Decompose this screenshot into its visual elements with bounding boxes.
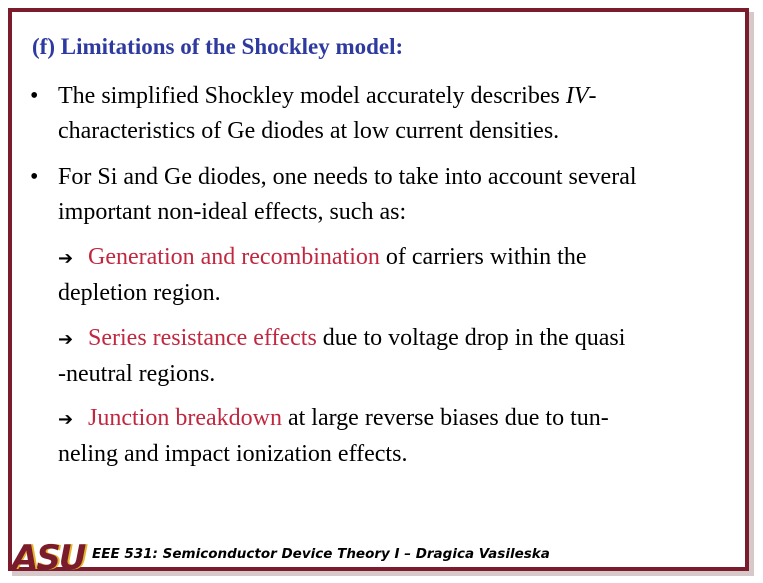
asu-logo: ASU (12, 538, 85, 578)
bullet-2 (30, 160, 740, 230)
bullet-1-line1-plain: The simplified Shockley model accurately describes (58, 83, 566, 109)
subitem-highlight: Series resistance effects (88, 325, 317, 351)
subitem-rest: due to voltage drop in the quasi (316, 325, 626, 351)
bullet-marker: • (30, 83, 39, 109)
subitem-line2: depletion region. (58, 280, 221, 306)
arrow-right-icon: ➔ (58, 409, 74, 430)
arrow-right-icon: ➔ (58, 329, 74, 350)
bullet-2-line1: For Si and Ge diodes, one needs to take into account several (58, 164, 637, 190)
subitem-junction-breakdown (58, 401, 738, 472)
subitem-rest: at large reverse biases due to tun- (281, 405, 609, 431)
bullet-marker: • (30, 164, 39, 190)
bullet-2-text (58, 160, 740, 230)
bullet-1-line2: characteristics of Ge diodes at low current densities. (58, 118, 560, 144)
bullet-2-line2: important non-ideal effects, such as: (58, 199, 407, 225)
bullet-1-line1-end: - (588, 83, 597, 109)
slide-title: (f) Limitations of the Shockley model: (32, 34, 404, 59)
subitem-highlight: Generation and recombination (88, 244, 380, 270)
subitem-line2: neling and impact ionization effects. (58, 441, 408, 467)
subitem-highlight: Junction breakdown (88, 405, 282, 431)
bullet-1-line1-italic: IV (565, 83, 589, 109)
bullet-1 (30, 79, 740, 149)
subitem-generation (58, 240, 738, 311)
frame-shadow-right (749, 12, 754, 575)
bullet-1-text (58, 79, 740, 149)
course-footer-text: EEE 531: Semiconductor Device Theory I – Dragica Vasileska (92, 546, 550, 562)
subitem-rest: of carriers within the (379, 244, 587, 270)
arrow-right-icon: ➔ (58, 248, 74, 269)
slide-footer (12, 538, 550, 578)
subitem-series-resistance (58, 321, 738, 392)
subitem-line2: -neutral regions. (58, 361, 216, 387)
